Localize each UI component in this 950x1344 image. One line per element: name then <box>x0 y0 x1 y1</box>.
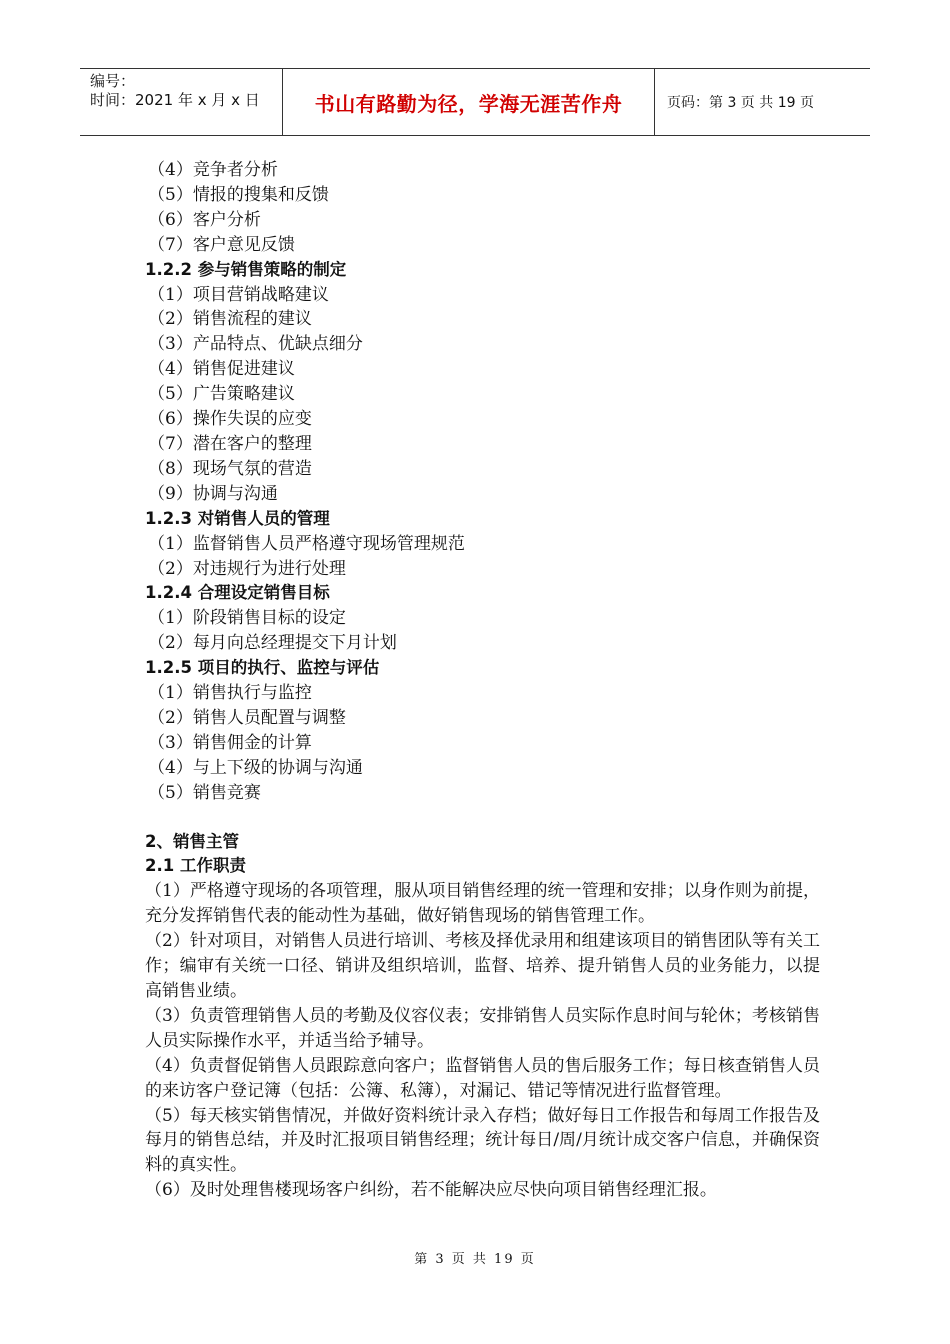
paragraph: （1）严格遵守现场的各项管理，服从项目销售经理的统一管理和安排；以身作则为前提，充分发挥销售代表的能动性为基础，做好销售现场的销售管理工作。 <box>145 881 820 927</box>
section-heading: 1.2.2 参与销售策略的制定 <box>145 259 347 279</box>
page-footer: 第 3 页 共 19 页 <box>414 1252 536 1267</box>
header-page-cell <box>655 69 870 135</box>
section-heading: 2.1 工作职责 <box>145 856 246 876</box>
document-number-label: 编号： <box>90 72 136 90</box>
paragraph: （2）针对项目，对销售人员进行培训、考核及择优录用和组建该项目的销售团队等有关工作；编审有关统一口径、销讲及组织培训，监督、培养、提升销售人员的业务能力，以提高销售业绩。 <box>145 931 820 1001</box>
paragraph: （4）负责督促销售人员跟踪意向客户；监督销售人员的售后服务工作；每日核查销售人员的来访客户登记簿（包括：公簿、私簿），对漏记、错记等情况进行监督管理。 <box>145 1055 820 1101</box>
header-table <box>80 68 870 136</box>
list-item: （4）竞争者分析 <box>148 160 278 180</box>
list-item: （1）销售执行与监控 <box>148 683 312 704</box>
list-item: （1）项目营销战略建议 <box>148 284 329 305</box>
list-item: （2）对违规行为进行处理 <box>148 558 346 579</box>
paragraph: （5）每天核实销售情况，并做好资料统计录入存档；做好每日工作报告和每周工作报告及每月的销售总结，并及时汇报项目销售经理；统计每日/周/月统计成交客户信息，并确保资料的真实性。 <box>145 1105 820 1176</box>
section-heading: 1.2.5 项目的执行、监控与评估 <box>145 658 380 678</box>
list-item: （9）协调与沟通 <box>148 483 278 504</box>
list-item: （6）操作失误的应变 <box>148 409 312 430</box>
list-item: （1）监督销售人员严格遵守现场管理规范 <box>148 533 465 554</box>
list-item: （6）客户分析 <box>148 209 261 230</box>
list-item: （4）与上下级的协调与沟通 <box>148 757 363 778</box>
section-heading: 1.2.4 合理设定销售目标 <box>145 583 330 603</box>
list-item: （7）潜在客户的整理 <box>148 433 312 454</box>
header-meta-cell <box>80 69 283 135</box>
list-item: （4）销售促进建议 <box>148 359 295 380</box>
list-item: （7）客户意见反馈 <box>148 234 295 255</box>
list-item: （5）销售竞赛 <box>148 782 261 803</box>
header-page-info: 页码：第 3 页 共 19 页 <box>667 95 814 111</box>
list-item: （2）销售人员配置与调整 <box>148 707 346 728</box>
section-spacer <box>145 806 820 830</box>
section-heading: 2、销售主管 <box>145 831 239 851</box>
section-heading: 1.2.3 对销售人员的管理 <box>145 508 330 528</box>
list-item: （3）销售佣金的计算 <box>148 732 312 753</box>
list-item: （5）情报的搜集和反馈 <box>148 184 329 205</box>
list-item: （5）广告策略建议 <box>148 384 295 405</box>
list-item: （2）每月向总经理提交下月计划 <box>148 633 397 654</box>
paragraph: （3）负责管理销售人员的考勤及仪容仪表；安排销售人员实际作息时间与轮休；考核销售人员实际操作水平，并适当给予辅导。 <box>145 1005 820 1051</box>
list-item: （3）产品特点、优缺点细分 <box>148 334 363 355</box>
document-time-label: 时间：2021 年 x 月 x 日 <box>90 91 260 109</box>
list-item: （2）销售流程的建议 <box>148 309 312 330</box>
paragraph: （6）及时处理售楼现场客户纠纷，若不能解决应尽快向项目销售经理汇报。 <box>145 1180 717 1201</box>
document-body <box>145 158 820 1203</box>
list-item: （1）阶段销售目标的设定 <box>148 608 346 629</box>
header-motto: 书山有路勤为径，学海无涯苦作舟 <box>314 91 623 116</box>
list-item: （8）现场气氛的营造 <box>148 458 312 479</box>
header-motto-cell <box>283 69 655 135</box>
